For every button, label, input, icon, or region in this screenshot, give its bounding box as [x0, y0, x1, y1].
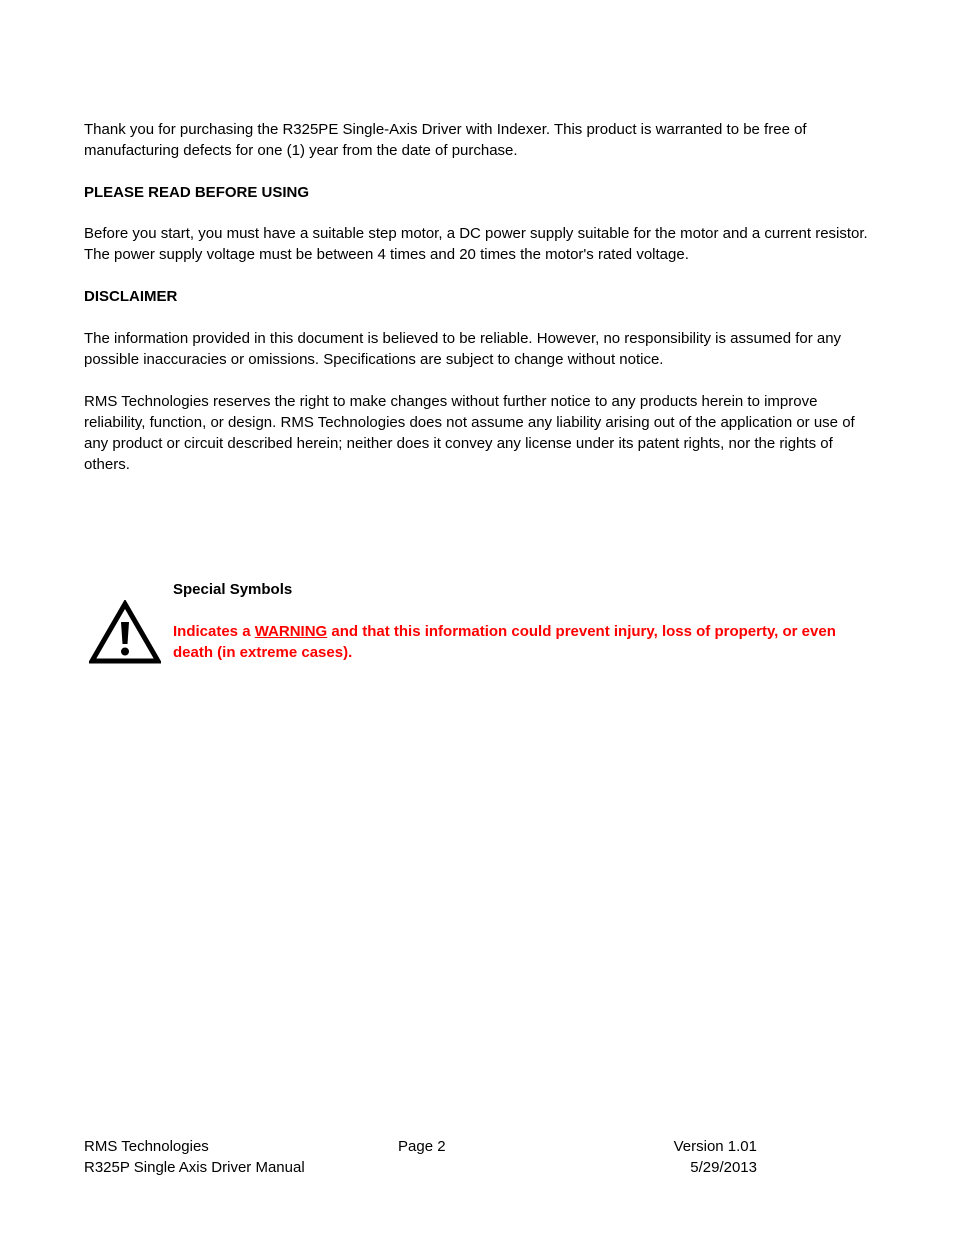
intro-paragraph: Thank you for purchasing the R325PE Single-Axis Driver with Indexer. This product is warranted to be free of manufacturing defects for one (1) year from the date of purchase.: [84, 121, 807, 159]
special-symbols-title: Special Symbols: [173, 581, 293, 598]
heading-disclaimer: DISCLAIMER: [84, 288, 178, 305]
warning-prefix: Indicates a: [173, 623, 255, 640]
before-you-start-paragraph: Before you start, you must have a suitable step motor, a DC power supply suitable for the motor and a current resistor. The power supply voltage must be between 4 times and 20 times the motor's rated voltage.: [84, 225, 868, 263]
disclaimer-paragraph-info: The information provided in this document is believed to be reliable. However, no responsibility is assumed for any possible inaccuracies or omissions. Specifications are subject to change without notice.: [84, 330, 842, 368]
footer-version: Version 1.01: [673, 1138, 757, 1155]
footer-page-number: Page 2: [398, 1138, 446, 1155]
warning-triangle-icon: [89, 600, 161, 664]
footer-manual-title: R325P Single Axis Driver Manual: [84, 1159, 305, 1176]
warning-description: [173, 621, 873, 663]
footer-company: RMS Technologies: [84, 1138, 209, 1155]
heading-please-read: PLEASE READ BEFORE USING: [84, 184, 310, 201]
warning-suffix: and that this information could prevent injury, loss of property, or even death (in extreme cases).: [173, 623, 836, 661]
disclaimer-paragraph-rights: RMS Technologies reserves the right to make changes without further notice to any products herein to improve reliability, function, or design. RMS Technologies does not assume any liability arising out of the application or use of any product or circuit described herein; neither does it convey any license under its patent rights, nor the rights of others.: [84, 393, 855, 473]
warning-word: WARNING: [254, 623, 328, 640]
footer-date: 5/29/2013: [690, 1159, 757, 1176]
